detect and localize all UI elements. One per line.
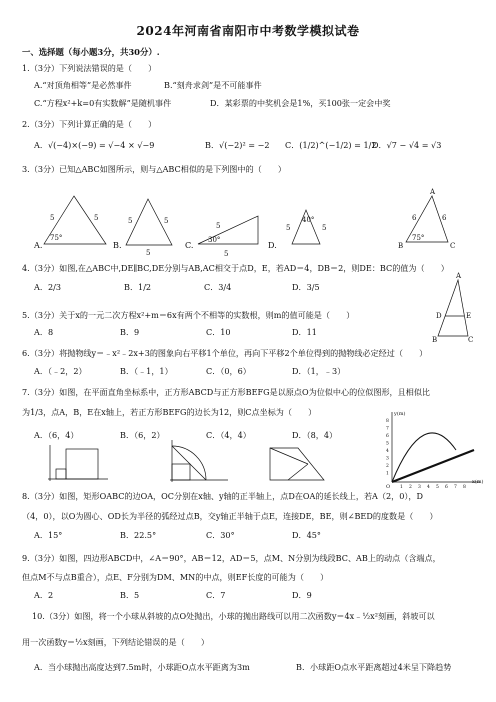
question-9-line2: 但点M不与点B重合），点E、F分别为DM、MN的中点，则EF长度的可能为（ ） [22, 572, 329, 582]
q4-figure [432, 272, 476, 344]
q4-option-b[interactable]: B．1/2 [124, 282, 152, 292]
q3-option-b[interactable]: B. [113, 240, 122, 250]
q9-option-c[interactable]: C．7 [206, 590, 226, 600]
q9-figure [268, 446, 328, 484]
q10-y-axis-label: y(m) [394, 411, 406, 417]
question-9-line1: 9.（3分）如图，四边形ABCD中，∠A＝90°，AB＝12，AD＝5，点M、N分别为线段BC、AB上的动点（含端点， [22, 553, 441, 563]
q3-figure-c [196, 214, 266, 258]
q3a-side-label: 5 [50, 214, 55, 222]
q3-figure-b [122, 195, 182, 257]
q10-x-tick-label: 8 [463, 485, 466, 490]
q2-option-a[interactable]: A．√(−4)×(−9) = √−4 × √−9 [34, 140, 155, 150]
q3-figure-a [40, 190, 110, 248]
q3-option-c[interactable]: C. [185, 240, 194, 250]
q3c-side-label: 5 [216, 222, 221, 230]
q3b-side-label-3: 5 [146, 249, 151, 257]
q10-x-tick-label: 2 [409, 485, 412, 490]
q8-option-b[interactable]: B．22.5° [120, 530, 157, 540]
q3-vertex-a: A [430, 188, 436, 196]
q3c-side-label-2: 5 [224, 250, 229, 258]
q4-point-e: E [466, 312, 472, 320]
q6-option-b[interactable]: B．（﹣1，1） [120, 366, 173, 376]
q10-y-tick-label: 7 [386, 426, 389, 432]
question-4-stem: 4.（3分）如图,在△ABC中,DE∥BC,DE分别与AB,AC相交于点D，E，若AD＝4，DB＝2，则DE：BC的值为（ ） [22, 263, 449, 273]
q10-y-tick-label: 4 [386, 449, 389, 454]
q6-option-c[interactable]: C．（0，6） [206, 366, 251, 376]
q7-option-b[interactable]: B．（6，2） [120, 430, 165, 440]
q10-x-tick-label: 4 [427, 485, 430, 490]
q10-x-tick-label: 5 [436, 485, 439, 490]
q3-vertex-b: B [398, 242, 404, 250]
q3-main-triangle [398, 190, 458, 248]
q7-option-a[interactable]: A．（6，4） [34, 430, 79, 440]
q3d-side-label-2: 5 [322, 224, 327, 232]
q10-x-tick-label: 6 [445, 485, 448, 490]
question-5-stem: 5.（3分）关于x的一元二次方程x²+m＝6x有两个不相等的实数根，则m的值可能是（ ） [22, 310, 355, 320]
q10-y-tick-label: 3 [386, 456, 389, 462]
q4-option-c[interactable]: C．3/4 [204, 282, 232, 292]
question-7-line1: 7.（3分）如图，在平面直角坐标系中，正方形ABCD与正方形BEFG是以原点O为位似中心的位似图形，且相似比 [22, 387, 431, 397]
question-1-stem: 1.（3分）下列说法错误的是（ ） [22, 63, 157, 73]
question-10-line2: 用一次函数y＝½x刻画，下列结论错误的是（ ） [22, 637, 209, 647]
q6-option-a[interactable]: A．（﹣2，2） [34, 366, 87, 376]
q4-vertex-a: A [456, 272, 462, 280]
q3-vertex-c: C [450, 242, 456, 250]
q8-option-a[interactable]: A．15° [34, 530, 63, 540]
q6-option-d[interactable]: D．（1，﹣3） [292, 366, 346, 376]
q8-option-d[interactable]: D．45° [292, 530, 321, 540]
q3-side-ac: 6 [442, 214, 447, 222]
q2-option-d[interactable]: D．√7 − √4 = √3 [372, 140, 442, 150]
q1-option-d[interactable]: D．某彩票的中奖机会是1%，买100张一定会中奖 [210, 98, 391, 108]
q5-option-a[interactable]: A．8 [34, 327, 54, 337]
q3-side-ab: 6 [412, 214, 417, 222]
question-2-stem: 2.（3分）下列计算正确的是（ ） [22, 119, 157, 129]
q3-option-a[interactable]: A. [34, 240, 43, 250]
q10-y-tick-label: 2 [386, 464, 389, 469]
question-10-line1: 10.（3分）如图，将一个小球从斜坡的点O处抛出，小球的抛出路线可以用二次函数y＝4x﹣½x²刻画，斜坡可以 [32, 611, 435, 621]
q3-angle-b: 75° [412, 234, 425, 242]
question-6-stem: 6.（3分）将抛物线y＝﹣x²﹣2x+3的图象向右平移1个单位，再向下平移2个单位得到的抛物线必定经过（ ） [22, 348, 428, 358]
q1-option-a[interactable]: A.“对顶角相等”是必然事件 [34, 80, 132, 90]
q3c-angle-label: 30° [208, 236, 221, 244]
q10-option-a[interactable]: A．当小球抛出高度达到7.5m时，小球距O点水平距离为3m [34, 662, 250, 672]
question-7-line2: 为1/3，点A，B，E在x轴上，若正方形BEFG的边长为12，则C点坐标为（ ） [22, 407, 317, 417]
q3d-side-label: 5 [286, 224, 291, 232]
q3b-side-label: 5 [128, 217, 133, 225]
section-heading: 一、选择题（每小题3分，共30分）. [22, 47, 160, 57]
q7-figure [48, 445, 110, 483]
q7-option-d[interactable]: D．（8，4） [292, 430, 338, 440]
q3-option-d[interactable]: D. [268, 240, 277, 250]
q10-x-tick-label: 1 [400, 485, 403, 490]
q8-option-c[interactable]: C．30° [206, 530, 235, 540]
q4-option-d[interactable]: D．3/5 [292, 282, 320, 292]
q10-y-tick-label: 1 [386, 471, 389, 477]
question-3-stem: 3.（3分）已知△ABC如图所示，则与△ABC相似的是下列图中的（ ） [22, 164, 286, 174]
q4-vertex-b: B [432, 336, 438, 344]
q5-option-d[interactable]: D．11 [292, 327, 317, 337]
q8-figure [168, 440, 230, 484]
q4-point-d: D [436, 312, 442, 320]
q1-option-b[interactable]: B.“刻舟求剑”是不可能事件 [164, 80, 262, 90]
q3a-side-label-2: 5 [94, 214, 99, 222]
q9-option-a[interactable]: A．2 [34, 590, 54, 600]
q9-option-d[interactable]: D．9 [292, 590, 312, 600]
q7-option-c[interactable]: C．（4，4） [206, 430, 251, 440]
q10-y-tick-label: 6 [386, 434, 389, 439]
q5-option-b[interactable]: B．9 [120, 327, 140, 337]
q2-option-c[interactable]: C．(1/2)^(−1/2) = 1/2 [285, 140, 377, 150]
question-8-line2: （4，0），以O为圆心、OD长为半径的弧经过点B，交y轴正半轴于点E，连接DE，BE，则∠BED的度数是（ ） [22, 511, 438, 521]
q1-option-c[interactable]: C.“方程x²+k=0有实数解”是随机事件 [34, 98, 172, 108]
q4-vertex-c: C [468, 336, 474, 344]
q10-option-b[interactable]: B．小球距O点水平距离超过4米呈下降趋势 [296, 662, 452, 672]
q3-figure-d [286, 208, 330, 248]
q9-option-b[interactable]: B．5 [120, 590, 140, 600]
q3d-angle-label: 40° [302, 216, 315, 224]
q10-x-tick-label: 3 [418, 485, 421, 490]
q10-x-axis-label: x(m) [472, 479, 484, 485]
q10-y-tick-label: 5 [386, 441, 389, 447]
q10-figure [382, 410, 486, 490]
q4-option-a[interactable]: A．2/3 [34, 282, 61, 292]
q3a-angle-label: 75° [50, 234, 63, 242]
question-8-line1: 8.（3分）如图，矩形OABC的边OA，OC分别在x轴、y轴的正半轴上，点D在OA的延长线上，若A（2，0），D [22, 491, 424, 501]
exam-title: 2024年河南省南阳市中考数学模拟试卷 [136, 24, 360, 38]
q10-x-tick-label: 7 [454, 485, 457, 490]
q10-y-tick-label: 8 [386, 419, 389, 424]
q10-origin-label: O [386, 484, 391, 490]
q5-option-c[interactable]: C．10 [206, 327, 231, 337]
q2-option-b[interactable]: B．√(−2)² = −2 [205, 140, 270, 150]
q3b-side-label-2: 5 [164, 217, 169, 225]
